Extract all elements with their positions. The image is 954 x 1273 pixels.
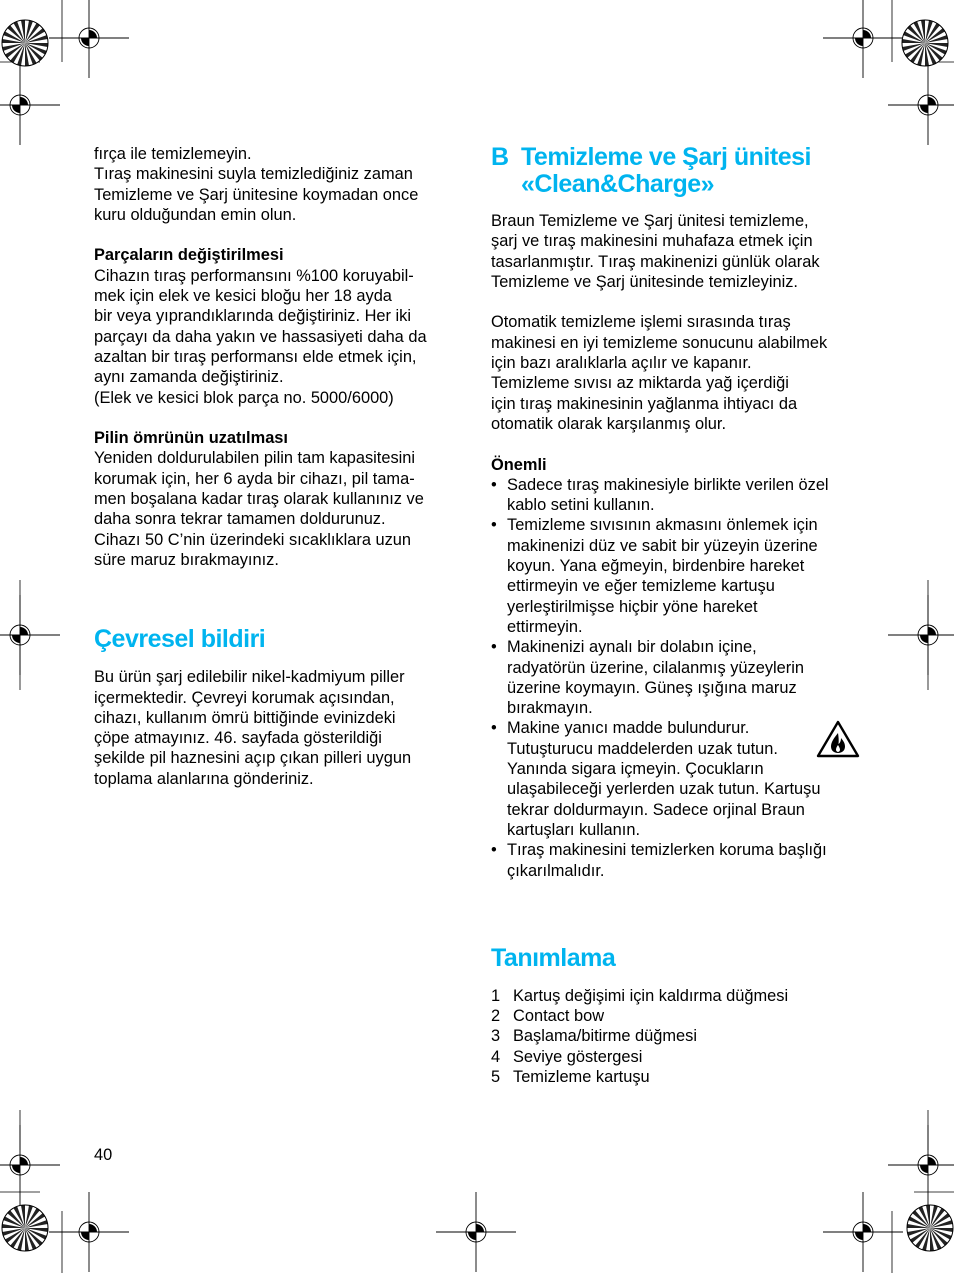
text-line: Tıraş makinesini suyla temizlediğiniz zaman	[94, 165, 413, 184]
text-line: azaltan bir tıraş performansı elde etmek için,	[94, 347, 417, 366]
description-heading: Tanımlama	[491, 943, 616, 972]
text-line: Bu ürün şarj edilebilir nikel-kadmiyum piller	[94, 668, 405, 687]
text-line: kuru olduğundan emin olun.	[94, 205, 297, 224]
text-line: Cihazı 50 C’nin üzerindeki sıcaklıklara uzun	[94, 530, 412, 549]
text-line: Temizleme sıvısı az miktarda yağ içerdiği	[491, 374, 789, 393]
list-item: 5 Temizleme kartuşu	[491, 1067, 650, 1086]
text-line: daha sonra tekrar tamamen doldurunuz.	[94, 510, 386, 529]
text-line: fırça ile temizlemeyin.	[94, 145, 252, 163]
text-line: korumak için, her 6 ayda bir cihazı, pil tama-	[94, 469, 415, 488]
text-line: çöpe atmayınız. 46. sayfada gösterildiği	[94, 729, 382, 748]
page-number: 40	[94, 1146, 113, 1164]
text-line: men boşalana kadar tıraş olarak kullanınız ve	[94, 490, 424, 509]
text-line: toplama alanlarına gönderiniz.	[94, 769, 314, 788]
text-line: içermektedir. Çevreyi korumak açısından,	[94, 688, 395, 707]
text-line: Temizleme ve Şarj ünitesine koymadan once	[94, 185, 419, 204]
text-line: Braun Temizleme ve Şarj ünitesi temizleme,	[491, 212, 809, 230]
text-line: şekilde pil haznesini açıp çıkan pilleri uygun	[94, 749, 412, 768]
text-line: Yeniden doldurulabilen pilin tam kapasitesini	[94, 449, 416, 468]
list-item: • Makine yanıcı madde bulundurur. Tutuşturucu maddelerden uzak tutun. Yanında sigara içmeyin. Çocukların ulaşabileceği yerlerden uzak tutun. Kartuşu tekrar doldurmayın. Sadece orjinal Braun kartuşları kullanın.	[491, 718, 857, 840]
environment-heading: Çevresel bildiri	[94, 625, 266, 654]
text-line: şarj ve tıraş makinesini muhafaza etmek için	[491, 232, 813, 251]
text-line: makinesi en iyi temizleme sonucunu alabilmek	[491, 333, 828, 352]
list-item: 4 Seviye göstergesi	[491, 1047, 643, 1066]
text-line: tasarlanmıştır. Tıraş makinenizi günlük olarak	[491, 252, 820, 271]
text-line: için tıraş makinesinin yağlanma ihtiyacı da	[491, 394, 798, 413]
text-line: Cihazın tıraş performansını %100 koruyabil-	[94, 266, 414, 285]
text-line: Temizleme ve Şarj ünitesinde temizleyiniz.	[491, 272, 798, 291]
parts-subheading: Parçaların değiştirilmesi	[94, 246, 284, 265]
text-line: cihazı, kullanım ömrü bittiğinde evinizdeki	[94, 708, 396, 727]
list-item: 1 Kartuş değişimi için kaldırma düğmesi	[491, 986, 789, 1005]
list-item: 2 Contact bow	[491, 1007, 605, 1026]
section-letter: B	[491, 143, 509, 171]
text-line: için bazı aralıklarla açılır ve kapanır.	[491, 354, 752, 373]
list-item: 3 Başlama/bitirme düğmesi	[491, 1027, 698, 1046]
text-line: mek için elek ve kesici bloğu her 18 ayda	[94, 287, 392, 306]
battery-subheading: Pilin ömrünün uzatılması	[94, 429, 288, 448]
text-line: Otomatik temizleme işlemi sırasında tıraş	[491, 313, 791, 332]
list-item: • Sadece tıraş makinesiyle birlikte verilen özel kablo setini kullanın.	[491, 475, 857, 516]
list-item: • Tıraş makinesini temizlerken koruma başlığı çıkarılmalıdır.	[491, 840, 857, 881]
list-item: • Makinenizi aynalı bir dolabın içine, radyatörün üzerine, cilalanmış yüzeylerin üzerine koymayın. Güneş ışığına maruz bırakmayın.	[491, 637, 857, 718]
text-line: parçayı da daha yakın ve hassasiyeti daha da	[94, 327, 427, 346]
section-b-title-line1: Temizleme ve Şarj ünitesi	[521, 143, 811, 171]
text-line: aynı zamanda değiştiriniz.	[94, 368, 284, 387]
important-subheading: Önemli	[491, 455, 547, 474]
text-line: süre maruz bırakmayınız.	[94, 550, 279, 569]
text-line: (Elek ve kesici blok parça no. 5000/6000)	[94, 388, 394, 407]
text-line: otomatik olarak karşılanmış olur.	[491, 414, 727, 433]
text-line: bir veya yıprandıklarında değiştiriniz. Her iki	[94, 307, 412, 326]
section-b-title-line2: «Clean&Charge»	[521, 170, 715, 198]
list-item: • Temizleme sıvısının akmasını önlemek için makinenizi düz ve sabit bir yüzeyin üzerine koyun. Yana eğmeyin, birdenbire hareket ettirmeyin ve eğer temizleme kartuşu yerleştirilmişse hiçbir yöne hareket ettirmeyin.	[491, 515, 857, 637]
